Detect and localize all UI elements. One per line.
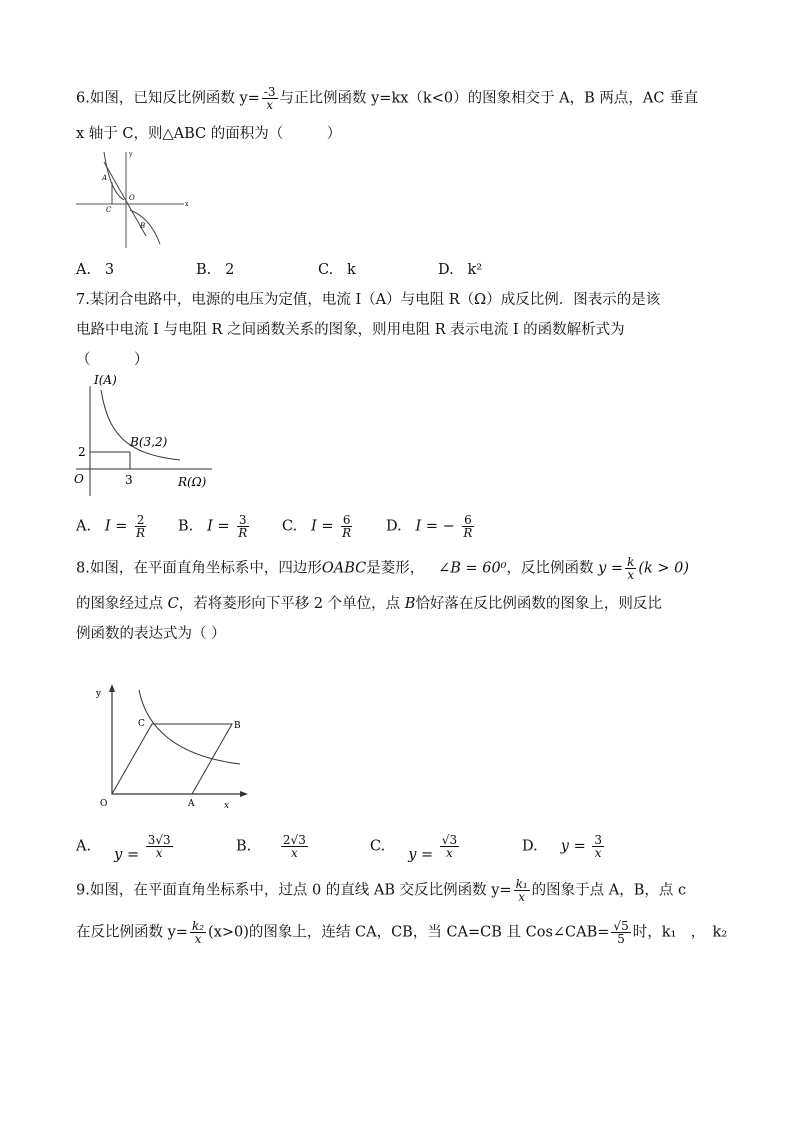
q8-figure (84, 684, 250, 812)
option-text: k² (467, 262, 483, 278)
q9-cos-den: 5 (617, 932, 625, 946)
q6-label-x: x (185, 201, 189, 208)
option-letter: C. (370, 838, 386, 855)
q8-option-c[interactable] (370, 833, 461, 863)
q8-option-d[interactable] (522, 834, 606, 859)
q9-k1-den: x (518, 890, 526, 904)
q6-fraction (262, 86, 278, 111)
q6-prefix: 6.如图，已知反比例函数 y= (76, 90, 260, 107)
q8-point-b: B (404, 596, 416, 612)
q8-func-lhs: y = (598, 560, 624, 577)
option-text: 2 (225, 262, 235, 278)
q7-line2: 电路中电流 I 与电阻 R 之间函数关系的图象，则用电阻 R 表示电流 I 的函数解析式为 (76, 322, 625, 338)
q8-text: 的图象经过点 (76, 596, 163, 612)
q7-line3: （ ） (76, 352, 149, 368)
option-letter: C. (282, 518, 298, 535)
q8-point-c: C (167, 596, 179, 612)
option-letter: A. (76, 518, 92, 535)
q8-text: 8.如图，在平面直角坐标系中，四边形 (76, 560, 322, 577)
q8-line2 (76, 594, 662, 614)
option-letter: B. (178, 518, 194, 535)
q6-label-b: B (140, 222, 146, 230)
q6-option-a[interactable] (76, 260, 114, 280)
option-text: k (347, 262, 356, 278)
option-num: 3 (238, 513, 247, 527)
option-den: x (155, 846, 163, 860)
q6-label-o: O (129, 194, 135, 202)
option-letter: A. (76, 838, 92, 855)
q7-hyperbola (101, 390, 180, 460)
q9-text: 时，k₁ ， k₂ (632, 924, 728, 941)
q6-label-y: y (129, 151, 133, 158)
q9-line2 (76, 920, 727, 945)
q6-label-a: A (102, 174, 108, 182)
q6-frac-den: x (266, 98, 274, 112)
q7-option-d[interactable] (386, 514, 476, 539)
option-letter: A. (76, 262, 92, 278)
option-lhs: y = (560, 838, 586, 855)
option-lhs: y = (408, 846, 434, 863)
option-text: 3 (104, 262, 115, 278)
option-num: 2√3 (282, 833, 306, 847)
option-den: x (594, 846, 602, 860)
q6-line2: x 轴于 C，则△ABC 的面积为（ ） (76, 126, 342, 142)
q8-label-c: C (138, 719, 145, 729)
q7-option-c[interactable] (282, 514, 355, 539)
q9-text: 9.如图，在平面直角坐标系中，过点 0 的直线 AB 交反比例函数 y= (76, 882, 512, 899)
q8-y-arrow (109, 684, 115, 692)
q7-label-point: B(3,2) (130, 435, 168, 449)
option-num: 6 (464, 513, 472, 527)
q7-figure (72, 372, 222, 496)
q8-oabc: OABC (321, 560, 367, 577)
q8-func-cond: (k > 0) (638, 560, 690, 577)
q9-text: 在反比例函数 y= (76, 924, 188, 941)
option-letter: B. (196, 262, 212, 278)
q7-option-a[interactable] (76, 514, 149, 539)
q7-option-b[interactable] (178, 514, 251, 539)
option-letter: D. (386, 518, 402, 535)
q7-label-xaxis: R(Ω) (178, 475, 207, 489)
q7-label-origin: O (74, 472, 84, 486)
q6-suffix: 与正比例函数 y=kx（k<0）的图象相交于 A，B 两点，AC 垂直 (279, 90, 699, 107)
q7-line1: 7.某闭合电路中，电源的电压为定值，电流 I（A）与电阻 R（Ω）成反比例．图表示的是该 (76, 292, 661, 308)
option-num: 2 (136, 513, 145, 527)
q8-label-a: A (188, 799, 195, 809)
q8-label-y: y (96, 689, 102, 699)
q8-func-num: k (627, 555, 635, 569)
option-num: 3√3 (147, 833, 171, 847)
q6-label-c: C (106, 206, 112, 214)
option-lhs: I = (104, 518, 128, 535)
q9-text: (x>0)的图象上，连结 CA，CB，当 CA=CB 且 Cos∠CAB= (208, 924, 610, 941)
q8-text: 恰好落在反比例函数的图象上，则反比 (415, 596, 662, 612)
option-den: x (290, 846, 298, 860)
q8-line1 (76, 556, 689, 581)
q8-label-b: B (234, 721, 241, 731)
option-den: x (446, 846, 453, 860)
q9-line1 (76, 878, 686, 903)
q7-label-yaxis: I(A) (94, 373, 117, 387)
option-den: R (463, 526, 473, 540)
q9-k2-num: k₂ (191, 919, 205, 933)
option-lhs: I = (415, 518, 439, 535)
q6-figure (74, 148, 194, 250)
q6-option-d[interactable] (438, 260, 482, 280)
q8-option-a[interactable] (76, 833, 175, 863)
q6-line1 (76, 86, 698, 111)
q8-text: ，反比例函数 (506, 560, 594, 577)
q8-option-b[interactable] (236, 834, 310, 859)
q7-label-ytick: 2 (78, 445, 86, 459)
q9-text: 的图象于点 A，B，点 c (531, 882, 687, 899)
option-letter: B. (236, 838, 252, 855)
option-sign: − (442, 518, 455, 535)
option-lhs: I = (311, 518, 334, 535)
q8-label-o: O (100, 799, 108, 809)
option-num: √3 (441, 833, 458, 847)
option-lhs: I = (207, 518, 230, 535)
q8-line3: 例函数的表达式为（ ） (76, 626, 226, 642)
option-den: R (342, 526, 352, 540)
q8-x-arrow (240, 791, 248, 797)
option-lhs: y = (114, 846, 140, 863)
option-letter: D. (438, 262, 454, 278)
q9-k1-num: k₁ (515, 877, 528, 891)
q7-label-xtick: 3 (125, 473, 133, 487)
q9-cos-num: √5 (613, 919, 629, 933)
q8-angle: ∠B = 60⁰ (438, 560, 507, 577)
q6-option-b[interactable] (196, 260, 234, 280)
q6-option-c[interactable] (318, 260, 356, 280)
q8-text: ，若将菱形向下平移 2 个单位，点 (178, 596, 401, 612)
q8-func-den: x (627, 568, 635, 582)
option-den: R (136, 526, 146, 540)
option-letter: C. (318, 262, 334, 278)
option-num: 6 (342, 513, 351, 527)
option-den: R (238, 526, 248, 540)
q9-k2-den: x (194, 932, 202, 946)
q8-label-x: x (224, 801, 230, 811)
q8-text: 是菱形， (366, 560, 425, 577)
option-letter: D. (522, 838, 538, 855)
q8-hyperbola (139, 690, 240, 764)
option-num: 3 (594, 833, 602, 847)
q6-frac-num: -3 (263, 85, 276, 99)
